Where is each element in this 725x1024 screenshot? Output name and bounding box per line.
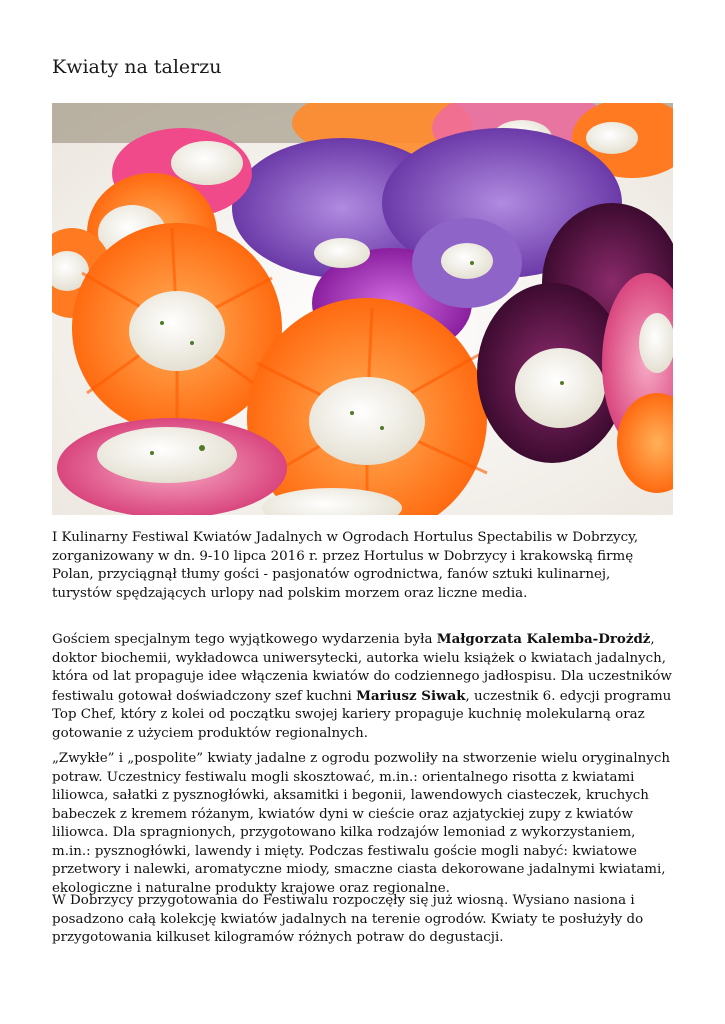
paragraph-text [52, 630, 673, 743]
paragraph-guests [52, 630, 673, 743]
paragraph-preparations [52, 892, 673, 948]
paragraph-text: „Zwykłe” i „pospolite” kwiaty jadalne z ogrodu pozwoliły na stworzenie wielu oryginalnych potraw. Uczestnicy festiwalu mogli skosztować, m.in.: orientalnego risotta z kwiatami liliowca, sałatki z pysznogłówki, aksamitki i begonii, lawendowych ciasteczek, kruchych babeczek z kremem różanym, kwiatów dyni w cieście oraz azjatyckiej zupy z kwiatów liliowca. Dla spragnionych, przygotowano kilka rodzajów lemoniad z wykorzystaniem, m.in.: pysznogłówki, lawendy i mięty. Podczas festiwalu goście mogli nabyć: kwiatowe przetwory i nalewki, aromatyczne miody, smaczne ciasta dekorowane jadalnymi kwiatami, ekologiczne i naturalne produkty krajowe oraz regionalne. [52, 751, 670, 896]
paragraph-text-part: Gościem specjalnym tego wyjątkowego wydarzenia była [52, 632, 437, 647]
flowers-illustration [52, 103, 673, 515]
paragraph-intro [52, 529, 673, 603]
flowers-photo [52, 103, 673, 515]
chef-name-bold: Mariusz Siwak [356, 687, 466, 704]
paragraph-text: I Kulinarny Festiwal Kwiatów Jadalnych w Ogrodach Hortulus Spectabilis w Dobrzycy, zorganizowany w dn. 9-10 lipca 2016 r. przez Hortulus w Dobrzycy i krakowską firmę Polan, przyciągnął tłumy gości - pasjonatów ogrodnictwa, fanów sztuki kulinarnej, turystów spędzających urlopy nad polskim morzem oraz liczne media. [52, 530, 639, 601]
paragraph-text: W Dobrzycy przygotowania do Festiwalu rozpoczęły się już wiosną. Wysiano nasiona i posadzono całą kolekcję kwiatów jadalnych na terenie ogrodów. Kwiaty te posłużyły do przygotowania kilkuset kilogramów różnych potraw do degustacji. [52, 893, 644, 945]
paragraph-text-part: , doktor biochemii, wykładowca uniwersytecki, autorka wielu książek o kwiatach jadalnych, która od lat propaguje idee włączenia kwiatów do codziennego jadłospisu. Dla uczestników festiwalu gotował doświadczony szef kuchni [52, 632, 672, 704]
paragraph-dishes [52, 750, 673, 898]
guest-name-bold: Małgorzata Kalemba-Drożdż [436, 631, 651, 647]
page-title: Kwiaty na talerzu [52, 56, 222, 78]
paragraph-text-part: , uczestnik 6. edycji programu Top Chef, który z kolei od początku swojej kariery propaguje kuchnię molekularną oraz gotowanie z użyciem produktów regionalnych. [52, 688, 672, 741]
